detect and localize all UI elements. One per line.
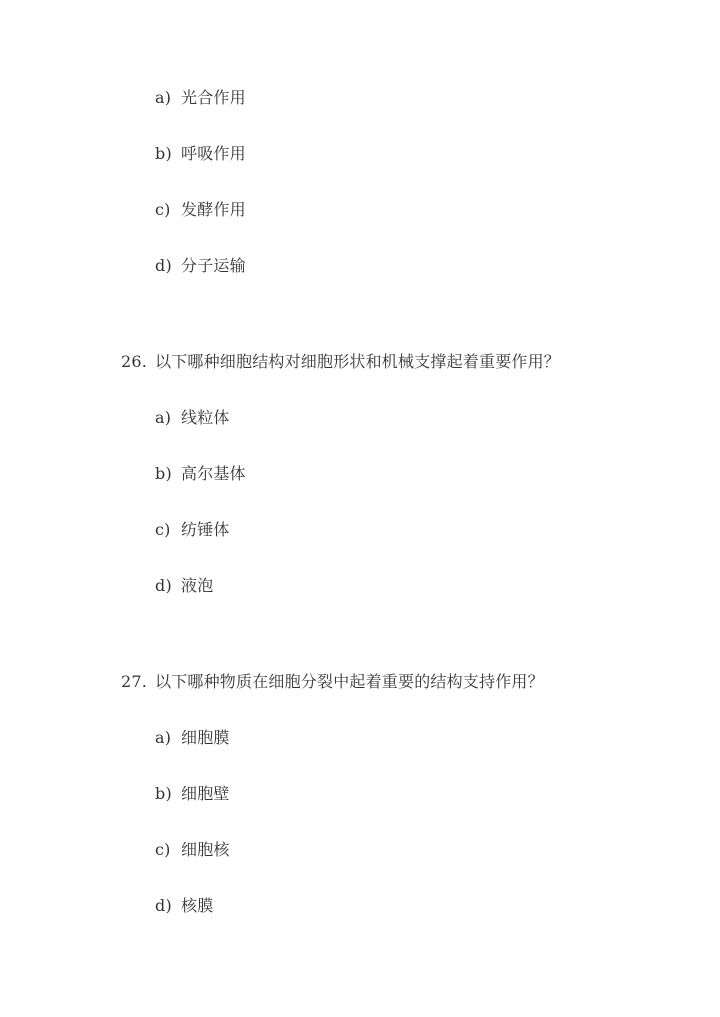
option-letter: d) [155,576,172,595]
q27-option-d [155,896,213,916]
option-letter: c) [155,520,171,539]
q27-option-a [155,728,230,748]
q26-option-d [155,576,213,596]
q26-question [121,352,560,372]
q26-option-c [155,520,230,540]
question-number: 26. [121,352,148,371]
option-text: 发酵作用 [181,200,246,219]
question-number: 27. [121,672,148,691]
option-letter: d) [155,896,172,915]
option-letter: b) [155,464,172,483]
option-text: 高尔基体 [181,464,246,483]
option-text: 光合作用 [181,88,246,107]
question-text: 以下哪种细胞结构对细胞形状和机械支撑起着重要作用？ [155,352,561,371]
option-text: 纺锤体 [181,520,230,539]
option-text: 细胞膜 [181,728,230,747]
option-letter: c) [155,200,171,219]
option-letter: b) [155,144,172,163]
option-text: 呼吸作用 [181,144,246,163]
q25-option-d [155,256,246,276]
option-text: 分子运输 [181,256,246,275]
q27-question [121,672,544,692]
q25-option-c [155,200,246,220]
option-letter: a) [155,88,172,107]
q27-option-c [155,840,230,860]
q25-option-b [155,144,246,164]
option-letter: b) [155,784,172,803]
option-text: 线粒体 [181,408,230,427]
question-text: 以下哪种物质在细胞分裂中起着重要的结构支持作用？ [155,672,544,691]
q26-option-b [155,464,246,484]
option-letter: a) [155,408,172,427]
option-letter: a) [155,728,172,747]
option-text: 细胞壁 [181,784,230,803]
q27-option-b [155,784,230,804]
q25-option-a [155,88,246,108]
option-text: 核膜 [181,896,214,915]
option-letter: d) [155,256,172,275]
option-text: 细胞核 [181,840,230,859]
option-text: 液泡 [181,576,214,595]
q26-option-a [155,408,230,428]
option-letter: c) [155,840,171,859]
